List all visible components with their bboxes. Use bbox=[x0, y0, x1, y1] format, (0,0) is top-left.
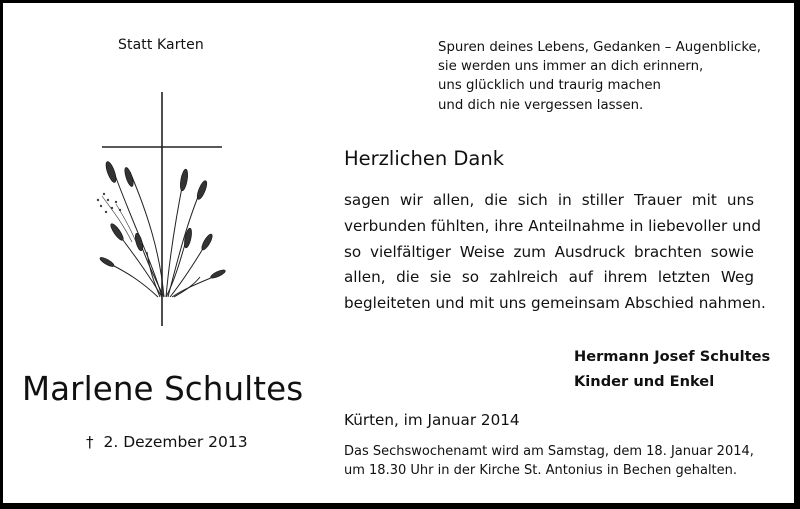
signature-name: Hermann Josef Schultes bbox=[574, 348, 771, 365]
body-line: so vielfältiger Weise zum Ausdruck brachten sowie bbox=[344, 242, 754, 261]
quote-line: sie werden uns immer an dich erinnern, bbox=[438, 59, 704, 75]
memorial-quote bbox=[438, 38, 761, 115]
body-line: verbunden fühlten, ihre Anteilnahme in liebevoller und bbox=[344, 216, 761, 235]
quote-line: und dich nie vergessen lassen. bbox=[438, 97, 644, 113]
thanks-body bbox=[344, 188, 766, 317]
body-line: begleiteten und mit uns gemeinsam Abschied nahmen. bbox=[344, 294, 766, 313]
death-date-line bbox=[86, 433, 248, 451]
body-line: allen, die sie so zahlreich auf ihrem letzten Weg bbox=[344, 268, 754, 287]
body-line: sagen wir allen, die sich in stiller Trauer mit uns bbox=[344, 191, 754, 209]
dagger-icon: † bbox=[86, 433, 94, 451]
death-date: 2. Dezember 2013 bbox=[103, 433, 248, 451]
signature-block bbox=[574, 344, 770, 394]
service-notice bbox=[344, 442, 754, 480]
quote-line: uns glücklich und traurig machen bbox=[438, 78, 661, 94]
notice-line: Das Sechswochenamt wird am Samstag, dem 18. Januar 2014, bbox=[344, 444, 754, 459]
thanks-heading: Herzlichen Dank bbox=[344, 147, 504, 170]
deceased-name: Marlene Schultes bbox=[22, 370, 304, 408]
quote-line: Spuren deines Lebens, Gedanken – Augenblicke, bbox=[438, 40, 761, 55]
place-date: Kürten, im Januar 2014 bbox=[344, 411, 520, 429]
signature-family: Kinder und Enkel bbox=[574, 373, 715, 390]
cross-with-wheat-icon bbox=[92, 92, 232, 328]
notice-line: um 18.30 Uhr in der Kirche St. Antonius in Bechen gehalten. bbox=[344, 463, 738, 478]
statt-karten-label: Statt Karten bbox=[118, 37, 204, 53]
